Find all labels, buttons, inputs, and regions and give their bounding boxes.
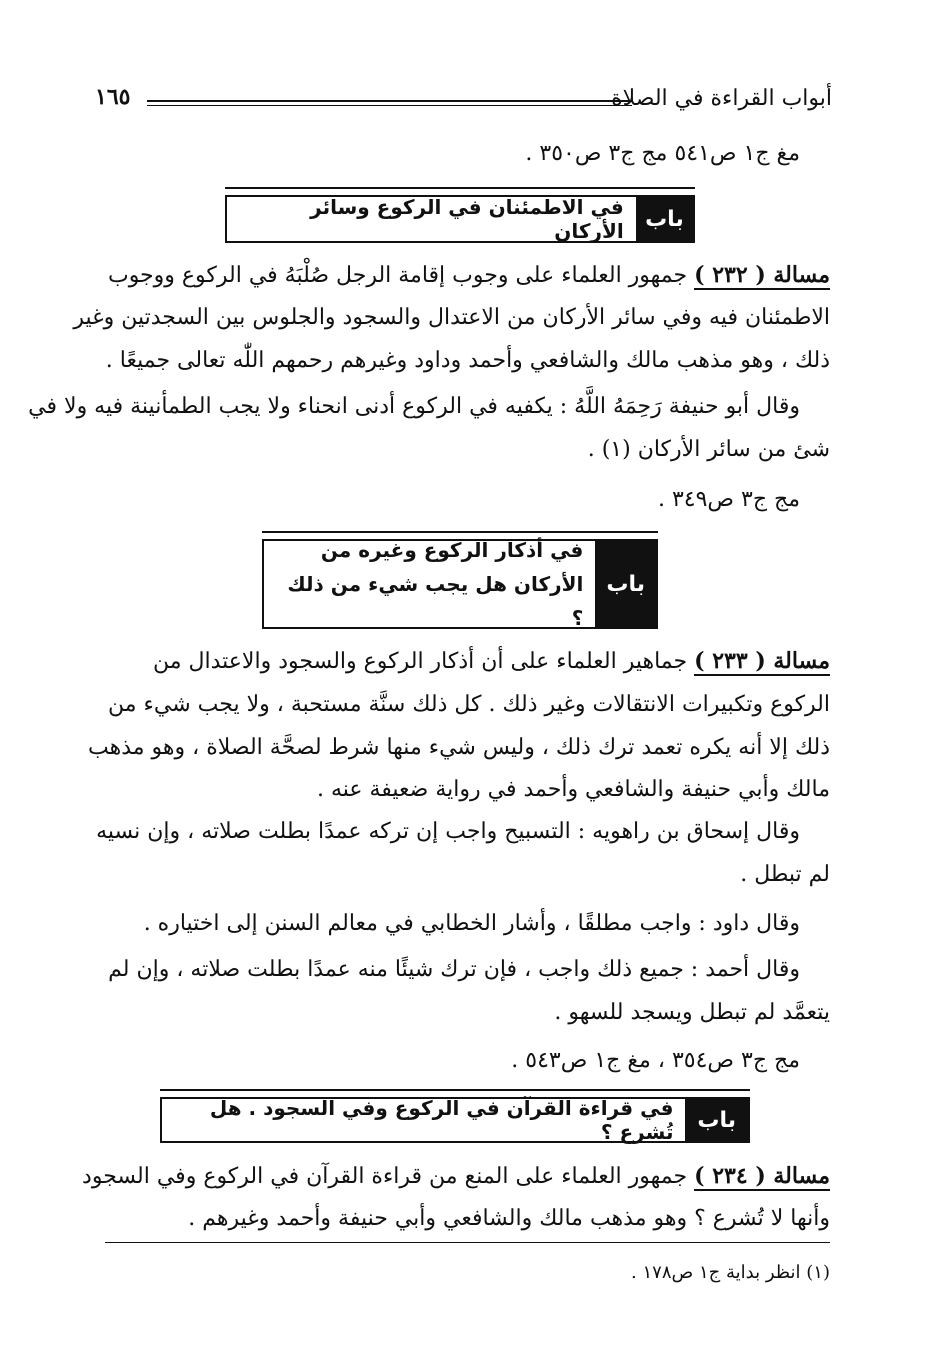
paragraph-line: وقال أبو حنيفة رَحِمَهُ اللَّهُ : يكفيه في الركوع أدنى انحناء ولا يجب الطمأنينة فيه ولا في <box>28 394 800 419</box>
section-title-line: في أذكار الركوع وغيره من <box>320 538 584 562</box>
paragraph-line: وقال أحمد : جميع ذلك واجب ، فإن ترك شيئًا منه عمدًا بطلت صلاته ، وإن لم <box>108 957 800 982</box>
paragraph-line: لم تبطل . <box>740 862 830 887</box>
heading-rule <box>225 187 695 189</box>
header-title: أبواب القراءة في الصلاة <box>611 86 832 111</box>
paragraph-line: ذلك إلا أنه يكره تعمد ترك ذلك ، وليس شيء منها شرط لصحَّة الصلاة ، وهو مذهب <box>88 735 830 760</box>
section-heading-1 <box>225 187 695 247</box>
paragraph-line: يتعمَّد لم تبطل ويسجد للسهو . <box>554 1000 830 1025</box>
paragraph-line <box>82 1163 830 1190</box>
paragraph-line: الركوع وتكبيرات الانتقالات وغير ذلك . كل ذلك سنَّة مستحبة ، ولا يجب شيء من <box>108 692 830 717</box>
footnote: (١) انظر بداية ج١ ص١٧٨ . <box>631 1262 830 1283</box>
issue-number-label: مسالة ( ٢٣٤ ) <box>694 1163 830 1189</box>
bab-label: باب <box>685 1099 748 1141</box>
heading-box <box>262 539 658 629</box>
header-rule <box>147 100 632 106</box>
paragraph-text: جمهور العلماء على المنع من قراءة القرآن في الركوع وفي السجود <box>82 1164 688 1189</box>
running-header <box>95 86 832 122</box>
paragraph-line <box>153 648 830 675</box>
issue-number-label: مسالة ( ٢٣٢ ) <box>694 262 830 288</box>
heading-box <box>225 195 695 243</box>
paragraph-line: مالك وأبي حنيفة والشافعي وأحمد في رواية ضعيفة عنه . <box>316 777 830 802</box>
reference-line: مغ ج١ ص٥٤١ مج ج٣ ص٣٥٠ . <box>525 141 800 166</box>
bab-label: باب <box>636 197 693 241</box>
section-title <box>162 1096 685 1144</box>
paragraph-line: وقال داود : واجب مطلقًا ، وأشار الخطابي في معالم السنن إلى اختياره . <box>143 911 800 936</box>
heading-box <box>160 1097 750 1143</box>
section-title-line: الأركان هل يجب شيء من ذلك ؟ <box>287 572 584 630</box>
paragraph-text: جمهور العلماء على وجوب إقامة الرجل صُلْبَهُ في الركوع ووجوب <box>107 263 688 288</box>
paragraph-line: ذلك ، وهو مذهب مالك والشافعي وأحمد وداود وغيرهم رحمهم اللّٰه تعالى جميعًا . <box>105 348 830 373</box>
paragraph-line: وأنها لا تُشرع ؟ وهو مذهب مالك والشافعي وأبي حنيفة وأحمد وغيرهم . <box>188 1206 830 1231</box>
page-number: ١٦٥ <box>95 84 131 110</box>
issue-number-label: مسالة ( ٢٣٣ ) <box>694 648 830 674</box>
section-title <box>264 538 595 630</box>
section-heading-3 <box>160 1089 750 1149</box>
paragraph-line: وقال إسحاق بن راهويه : التسبيح واجب إن تركه عمدًا بطلت صلاته ، وإن نسيه <box>96 819 800 844</box>
bab-label: باب <box>595 541 656 627</box>
section-title-text: في قراءة القرآن في الركوع وفي السجود . هل تُشرع ؟ <box>209 1096 674 1144</box>
paragraph-line: شئ من سائر الأركان (١) . <box>587 437 830 462</box>
heading-rule <box>160 1089 750 1091</box>
reference-line: مج ج٣ ص٣٥٤ ، مغ ج١ ص٥٤٣ . <box>511 1048 800 1073</box>
footnote-separator <box>105 1242 830 1243</box>
paragraph-line: الاطمئنان فيه وفي سائر الأركان من الاعتدال والسجود والجلوس بين السجدتين وغير <box>73 305 830 330</box>
reference-line: مج ج٣ ص٣٤٩ . <box>657 487 800 512</box>
section-title-text: في الاطمئنان في الركوع وسائر الأركان <box>310 195 624 243</box>
paragraph-text: جماهير العلماء على أن أذكار الركوع والسجود والاعتدال من <box>153 649 688 674</box>
section-title <box>227 197 636 241</box>
paragraph-line <box>108 262 830 289</box>
section-heading-2 <box>262 531 658 631</box>
